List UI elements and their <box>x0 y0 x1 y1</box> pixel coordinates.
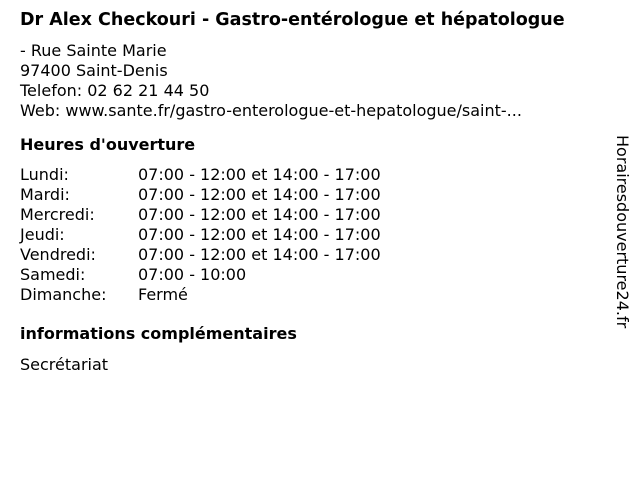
day-hours: Fermé <box>138 285 188 304</box>
business-card <box>20 10 610 375</box>
hours-row-mardi <box>20 185 610 205</box>
day-hours: 07:00 - 12:00 et 14:00 - 17:00 <box>138 225 381 244</box>
day-hours: 07:00 - 12:00 et 14:00 - 17:00 <box>138 245 381 264</box>
hours-row-jeudi <box>20 225 610 245</box>
brand-watermark-text: Horairesdouverture24.fr <box>613 135 632 329</box>
day-label: Mardi: <box>20 185 70 204</box>
website-link[interactable]: Web: www.sante.fr/gastro-enterologue-et-hepatologue/saint-... <box>20 101 522 120</box>
day-label: Samedi: <box>20 265 86 284</box>
address-block <box>20 41 610 121</box>
day-hours: 07:00 - 10:00 <box>138 265 247 284</box>
brand-watermark <box>610 135 634 370</box>
street-address: - Rue Sainte Marie <box>20 41 167 60</box>
day-hours: 07:00 - 12:00 et 14:00 - 17:00 <box>138 205 381 224</box>
additional-info-text: Secrétariat <box>20 355 109 374</box>
opening-hours-table <box>20 165 610 305</box>
phone-number: Telefon: 02 62 21 44 50 <box>20 81 210 100</box>
additional-info-heading: informations complémentaires <box>20 324 297 343</box>
day-hours: 07:00 - 12:00 et 14:00 - 17:00 <box>138 165 381 184</box>
day-label: Mercredi: <box>20 205 95 224</box>
opening-hours-heading: Heures d'ouverture <box>20 135 196 154</box>
hours-row-dimanche <box>20 285 610 305</box>
day-hours: 07:00 - 12:00 et 14:00 - 17:00 <box>138 185 381 204</box>
day-label: Jeudi: <box>20 225 65 244</box>
business-title: Dr Alex Checkouri - Gastro-entérologue et hépatologue <box>20 10 565 30</box>
day-label: Vendredi: <box>20 245 96 264</box>
hours-row-vendredi <box>20 245 610 265</box>
city-address: 97400 Saint-Denis <box>20 61 168 80</box>
day-label: Lundi: <box>20 165 69 184</box>
hours-row-mercredi <box>20 205 610 225</box>
hours-row-lundi <box>20 165 610 185</box>
day-label: Dimanche: <box>20 285 107 304</box>
hours-row-samedi <box>20 265 610 285</box>
